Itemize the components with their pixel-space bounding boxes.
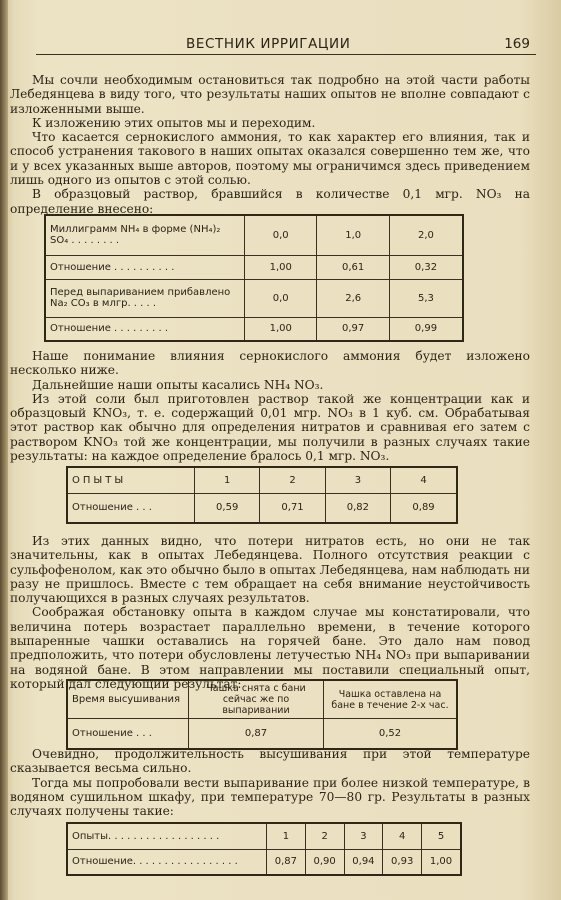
paragraph: Мы сочли необходимым остановиться так подробно на этой части работы Лебедянцева в виду того, что результаты наших опытов не вполне совпадают с изложенными выше.: [10, 73, 530, 116]
table-cell: 1,0: [317, 215, 389, 255]
page-number: 169: [504, 36, 530, 52]
table-cell: 2,0: [389, 215, 463, 255]
table-cell: 1: [195, 467, 260, 493]
table-cell: Чашка оставлена на бане в течение 2-х час.: [324, 680, 458, 719]
table-cell: 0,90: [305, 849, 344, 875]
table-cell: 0,52: [324, 719, 458, 749]
text-block-1: [10, 73, 530, 216]
table-cell-label: Перед выпариванием прибавлено Na₂ CO₃ в млгр. . . . .: [45, 279, 245, 317]
table-cell-label: Отношение . . .: [67, 493, 195, 523]
table-cell: Чашка снята с бани сейчас же по выпаривании: [189, 680, 324, 719]
table-cell: 0,97: [317, 317, 389, 341]
table-low-temperature: [66, 822, 462, 876]
table-cell-label: Миллиграмм NH₄ в форме (NH₄)₂ SO₄ . . . . . . . .: [45, 215, 245, 255]
table-cell: 0,59: [195, 493, 260, 523]
table-cell-label: Отношение . . . . . . . . .: [45, 317, 245, 341]
table-drying-time: [66, 679, 458, 750]
table-cell: 5,3: [389, 279, 463, 317]
table-cell-label: Опыты. . . . . . . . . . . . . . . . . .: [67, 823, 267, 849]
book-spine: [0, 0, 8, 900]
table-cell: 0,87: [267, 849, 306, 875]
table-cell: 0,99: [389, 317, 463, 341]
table-cell: 0,82: [325, 493, 390, 523]
table-cell-label: Время высушивания: [67, 680, 189, 719]
text-block-4: [10, 747, 530, 818]
table-cell: 3: [325, 467, 390, 493]
table-cell: 0,0: [245, 279, 317, 317]
paragraph: Дальнейшие наши опыты касались NH₄ NO₃.: [32, 377, 324, 392]
paragraph: К изложению этих опытов мы и переходим.: [32, 115, 316, 130]
table-cell: 4: [383, 823, 422, 849]
table-cell: 0,93: [383, 849, 422, 875]
table-cell: 0,89: [391, 493, 457, 523]
paragraph: В образцовый раствор, бравшийся в количестве 0,1 мгр. NO₃ на определение внесено:: [10, 187, 530, 216]
table-cell: 1,00: [422, 849, 461, 875]
paragraph: Тогда мы попробовали вести выпаривание при более низкой температуре, в водяном сушильном шкафу, при температуре 70—80 гр. Результаты в разных случаях получены такие:: [10, 775, 530, 819]
paragraph: Соображая обстановку опыта в каждом случае мы констатировали, что величина потерь возрастает параллельно времени, в течение которого выпаренные чашки оставались на горячей бане. Это дало нам повод предположить, что потери обусловлены летучестью NH₄ NO₃ при выпаривании на водяной бане. В этом направлении мы поставили специальный опыт, который дал следующий результат:: [10, 605, 530, 691]
table-cell: 2: [260, 467, 325, 493]
paragraph: Наше понимание влияния сернокислого аммония будет изложено несколько ниже.: [10, 349, 530, 378]
table-cell: 5: [422, 823, 461, 849]
paragraph: Очевидно, продолжительность высушивания при этой температуре сказывается весьма сильно.: [10, 747, 530, 776]
table-cell: 1,00: [245, 317, 317, 341]
table-ammonium-sulfate: [44, 214, 464, 342]
table-cell-label: ОПЫТЫ: [67, 467, 195, 493]
table-cell-label: Отношение . . .: [67, 719, 189, 749]
table-cell: 2,6: [317, 279, 389, 317]
table-cell: 1,00: [245, 255, 317, 279]
paragraph: Что касается сернокислого аммония, то как характер его влияния, так и способ устранения такового в наших опытах оказался совершенно тем же, что и у всех указанных выше авторов, поэтому мы ограничимся здесь приведением лишь одного из опытов с этой солью.: [10, 130, 530, 188]
table-cell: 1: [267, 823, 306, 849]
table-cell: 0,87: [189, 719, 324, 749]
table-cell: 3: [344, 823, 383, 849]
journal-title: ВЕСТНИК ИРРИГАЦИИ: [186, 36, 351, 52]
paragraph: Из этих данных видно, что потери нитратов есть, но они не так значительны, как в опытах Лебедянцева. Полного отсутствия реакции с сульфофенолом, как это обычно было в опытах Лебедянцева, нам наблюдать ни разу не пришлось. Вместе с тем обращает на себя внимание неустойчивость получающихся в разных случаях результатов.: [10, 534, 530, 606]
table-cell: 0,71: [260, 493, 325, 523]
table-cell: 0,61: [317, 255, 389, 279]
table-cell-label: Отношение . . . . . . . . . .: [45, 255, 245, 279]
table-experiments: [66, 466, 458, 524]
table-cell: 4: [391, 467, 457, 493]
text-block-3: [10, 534, 530, 691]
table-cell-label: Отношение. . . . . . . . . . . . . . . . .: [67, 849, 267, 875]
table-cell: 0,32: [389, 255, 463, 279]
table-cell: 0,94: [344, 849, 383, 875]
paragraph: Из этой соли был приготовлен раствор такой же концентрации как и образцовый KNO₃, т. е. содержащий 0,01 мгр. NO₃ в 1 куб. см. Обрабатывая этот раствор как обычно для определения нитратов и сравнивая его затем с раствором KNO₃ той же концентрации, мы получили в разных случаях такие результаты: на каждое определение бралось 0,1 мгр. NO₃.: [10, 391, 530, 464]
table-cell: 2: [305, 823, 344, 849]
table-cell: 0,0: [245, 215, 317, 255]
running-header: [36, 34, 536, 55]
text-block-2: [10, 349, 530, 463]
